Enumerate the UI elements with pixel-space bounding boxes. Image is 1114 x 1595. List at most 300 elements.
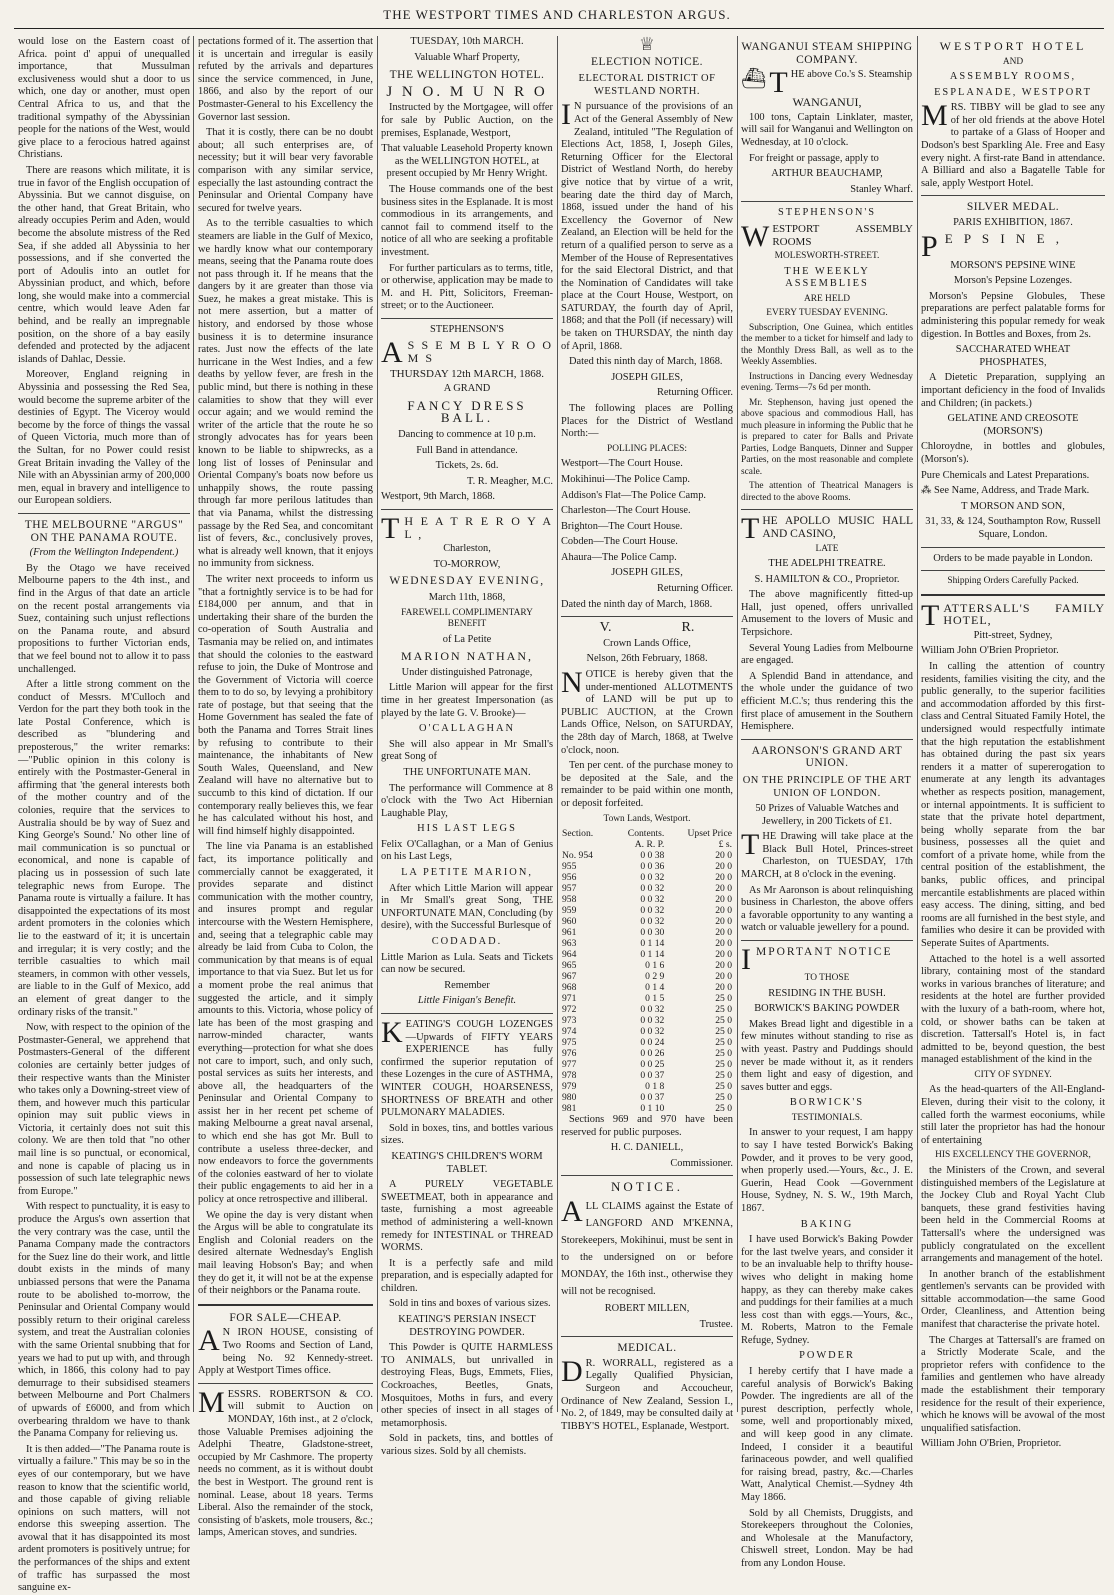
drop-cap: W (741, 219, 770, 253)
table-cell: 960 (562, 916, 577, 928)
drop-cap: T (741, 828, 760, 862)
ad-date: TUESDAY, 10th MARCH. (410, 36, 524, 47)
ad-body: Sold in packets, tins, and bottles of various sizes. Sold by all chemists. (381, 1433, 553, 1457)
article-paragraph: That it is costly, there can be no doubt about; all such enterprises are, of necessity; but it will bear very favorable comparison with any similar service, especially the last astounding contract the Peninsular and Oriental Company have secured for twelve years. (198, 127, 373, 214)
ad-body: As Mr Aaronson is about relinquishing business in Charleston, the above offers a favorable opportunity to any wanting a watch or valuable jewellery for a pound. (741, 884, 913, 934)
table-cell: 965 (562, 960, 577, 972)
table-cell: 964 (562, 949, 577, 961)
drop-cap: A (198, 1324, 220, 1358)
article-headline: THE MELBOURNE "ARGUS" ON THE PANAMA ROUTE. (24, 518, 184, 544)
ad-body: The following places are Polling Places for the District of Westland North:— (561, 403, 733, 440)
ad-body: Little Marion will appear for the first time in her greatest Impersonation (as played by the late G. V. Brooke)— (381, 682, 553, 719)
ad-signature: Commissioner. (670, 1157, 733, 1169)
drop-cap: T (741, 512, 760, 546)
ad-body: Chloroydne, in bottles and globules, (Morson's). (921, 441, 1105, 465)
ad-signature: William John O'Brien Proprietor. (921, 645, 1059, 657)
table-cell: 20 0 (715, 894, 732, 906)
ad-body: See Name, Address, and Trade Mark. (934, 485, 1090, 497)
ad-subhead: Crown Lands Office, (603, 637, 691, 649)
divider (921, 547, 1105, 548)
table-cell: 20 0 (715, 861, 732, 873)
ad-signature: ROBERT MILLEN, (604, 1303, 690, 1315)
ad-signature: T MORSON AND SON, (961, 500, 1065, 512)
table-header: Contents. (627, 828, 665, 840)
ad-subhead: SACCHARATED WHEAT PHOSPHATES, (955, 344, 1071, 368)
ad-subhead: ESPLANADE, WESTPORT (934, 86, 1092, 98)
ad-headline: NOTICE. (611, 1179, 683, 1195)
table-row (561, 1081, 733, 1092)
divider (381, 509, 553, 510)
ad-body: Makes Bread light and digestible in a few minutes without standing to rise as with yeast. Pastry and Puddings should never be made without it, as it renders them light and easy of digestion, and saves butter and eggs. (741, 1018, 913, 1093)
table-cell: 0 0 32 (640, 1004, 665, 1016)
ad-headline: MEDICAL. (617, 1342, 677, 1355)
ad-body: Remember (444, 979, 490, 991)
ad-subhead: KEATING'S PERSIAN INSECT DESTROYING POWDER. (398, 1314, 536, 1338)
polling-place: Charleston—The Court House. (561, 505, 691, 517)
table-cell: 20 0 (715, 971, 732, 983)
table-cell: 0 0 26 (640, 1048, 665, 1060)
table-cell: 25 0 (715, 1048, 732, 1060)
column-rule (377, 36, 378, 1412)
table-header: Upset Price (687, 828, 732, 840)
ad-body: 50 Prizes of Valuable Watches and Jewellery, in 200 Tickets of £1. (755, 803, 899, 827)
table-cell: 977 (562, 1059, 577, 1071)
steamship-icon: ⛴ (741, 68, 767, 91)
table-cell: 20 0 (715, 905, 732, 917)
ad-body: HE above Co.'s S. Steamship (790, 69, 913, 81)
article-paragraph: pectations formed of it. The assertion that it is uncertain and irregular is easily refuted by the arrivals and departures since the service commenced, in June, 1866, and also by the report of our Postmaster-General to his Excellency the Governor last session. (198, 36, 373, 123)
table-cell: 976 (562, 1048, 577, 1060)
ad-subhead: ON THE PRINCIPLE OF THE ART UNION OF LONDON. (742, 774, 912, 799)
table-cell: 968 (562, 982, 577, 994)
ad-headline: SILVER MEDAL. (966, 201, 1060, 214)
table-cell: 956 (562, 872, 577, 884)
table-cell: 25 0 (715, 1026, 732, 1038)
divider (921, 570, 1105, 571)
ad-headline: HE APOLLO MUSIC HALL AND CASINO, (762, 515, 913, 540)
table-row (561, 1059, 733, 1070)
table-row (561, 894, 733, 905)
table-cell: 959 (562, 905, 577, 917)
table-cell: 972 (562, 1004, 577, 1016)
table-cell: 0 1 14 (640, 949, 665, 961)
article-paragraph: Moreover, England reigning in Abyssinia and possessing the Red Sea, would become the supreme arbiter of the destinies of Egypt. The Viceroy would become by the force of things the vassal of Queen Victoria, much more than of the Sultan, for no Power could resist Great Britain invading the Valley of the Nile with an Abyssinian army of 200,000 men, equal in bravery and intelligence to our European soldiers. (18, 369, 190, 507)
ad-body: The above magnificently fitted-up Hall, just opened, offers unrivalled Amusement to the lovers of Music and Terpsichore. (741, 589, 913, 638)
ad-body: This Powder is QUITE HARMLESS TO ANIMALS, but unrivalled in destroying Fleas, Bugs, Emmets, Flies, Cockroaches, Beetles, Gnats, Mosquitoes, Moths in furs, and every other species of insect in all stages of metamorphosis. (381, 1342, 553, 1429)
drop-cap: T (921, 598, 941, 632)
ad-subhead: Town Lands, Westport. (603, 813, 691, 824)
ad-subhead: AND (1002, 56, 1024, 67)
drop-cap: T (769, 66, 788, 100)
table-cell: 0 0 37 (640, 1070, 665, 1082)
table-cell: 0 1 8 (645, 1081, 665, 1093)
drop-cap: K (381, 1016, 403, 1049)
table-cell: 980 (562, 1092, 577, 1104)
royal-crest-icon: ♕ (638, 34, 656, 54)
table-row (561, 938, 733, 949)
table-cell: 978 (562, 1070, 577, 1082)
ad-headline: ATTERSALL'S FAMILY HOTEL, (943, 600, 1105, 628)
ad-body: For further particulars as to terms, title, or otherwise, application may be made to M. and H. Pitt, Solicitors, Freeman-street; or to the Auctioneer. (381, 262, 553, 312)
table-cell: 975 (562, 1037, 577, 1049)
ad-headline: BORWICK'S BAKING POWDER (754, 1003, 900, 1015)
column-3 (381, 36, 553, 1457)
table-row (561, 1037, 733, 1048)
ad-subhead: KEATING'S CHILDREN'S WORM TABLET. (391, 1150, 543, 1175)
ad-subhead: FAREWELL COMPLIMENTARY BENEFIT (401, 607, 533, 630)
table-row (561, 971, 733, 982)
table-cell: 0 0 32 (640, 872, 665, 884)
ad-date: Westport, 9th March, 1868. (381, 491, 496, 503)
table-cell: 0 1 5 (645, 993, 665, 1005)
ad-headline: THE WEEKLY ASSEMBLIES (784, 265, 870, 290)
column-5 (741, 36, 913, 1569)
ad-body: Little Marion as Lula. Seats and Tickets can now be secured. (381, 951, 553, 976)
column-1 (18, 36, 190, 1594)
table-cell: 25 0 (715, 1081, 732, 1093)
table-cell: 25 0 (715, 1004, 732, 1016)
ad-body: Felix O'Callaghan, or a Man of Genius on his Last Legs, (381, 838, 553, 863)
table-row (561, 872, 733, 883)
table-cell: No. 954 (562, 850, 593, 862)
ad-subhead: WANGANUI, (792, 95, 862, 110)
ad-body: Under distinguished Patronage, (401, 666, 533, 678)
ad-body: Morson's Pepsine Lozenges. (953, 275, 1073, 287)
ad-signature: Returning Officer. (657, 583, 733, 595)
table-cell: 0 0 32 (640, 1026, 665, 1038)
ad-headline: FANCY DRESS BALL. (407, 397, 527, 426)
ad-body: The Charges at Tattersall's are framed on a Strictly Moderate Scale, and the proprietor refers with confidence to the families and gentlemen who have already made the establishment their temporary residence for the result of their experience, which he knows will be avowal of the most unqualified satisfaction. (921, 1334, 1105, 1434)
table-cell: 979 (562, 1081, 577, 1093)
ad-subhead: EVERY TUESDAY EVENING. (766, 308, 888, 319)
ad-headline: WEDNESDAY EVENING, (389, 575, 545, 588)
table-cell: 974 (562, 1026, 577, 1038)
ad-body: 31, 33, & 124, Southampton Row, Russell Square, London. (925, 516, 1101, 540)
divider (381, 1013, 553, 1014)
table-header (561, 839, 609, 850)
table-header: £ s. (718, 839, 732, 851)
ad-subhead: Valuable Wharf Property, (414, 51, 520, 63)
table-cell: 981 (562, 1103, 577, 1115)
drop-cap: A (381, 336, 405, 370)
ad-headline: MPORTANT NOTICE (756, 946, 893, 959)
table-row (561, 1048, 733, 1059)
ad-date: March 11th, 1868, (428, 591, 506, 603)
masthead-rule (14, 28, 1104, 29)
table-row (561, 1015, 733, 1026)
table-cell: 20 0 (715, 850, 732, 862)
ad-body: The performance will Commence at 8 o'clock with the Two Act Hibernian Laughable Play, (381, 782, 553, 819)
column-2 (198, 36, 373, 1539)
ad-body: ESSRS. ROBERTSON & CO. will submit to Auction on MONDAY, 16th inst., at 2 o'clock, those Valuable Premises adjoining the Adelphi Theatre, Gladstone-street, occupied by Mr Cashmore. The property needs no comment, as it is without doubt the best in Westport. The ground rent is nominal. Lease, about 18 years. Terms Liberal. Also the remainder of the stock, consisting of b'askets, mole trousers, &c.; lamps, American stoves, and sundries. (198, 1388, 373, 1539)
ad-body: A PURELY VEGETABLE SWEETMEAT, both in appearance and taste, furnishing a most agreeable method of administering a well-known remedy for INTESTINAL or THREAD WORMS. (381, 1179, 553, 1254)
ad-headline: AARONSON'S GRAND ART UNION. (751, 744, 903, 770)
polling-place: Brighton—The Court House. (561, 520, 683, 532)
article-paragraph: As to the terrible casualties to which steamers are liable in the Gulf of Mexico, we hardly know what our contemporary means, seeing that the Panama route does not pass through it. If he means that the dangers by it are greater than those via Suez, he makes a great mistake. This is not mere assertion, but a matter of history, and endorsed by those whose business it is to determine insurance rates. Just now the effects of the late hurricane in the West Indies, and a few deaths by yellow fever, are fresh in the public mind, but there is nothing in these calamities to show that they will ever occur again; and we would remind the writer of the article that the route he so strongly advocates has for years been known to be liable to shipwrecks, as a long list of losses of Peninsular and Oriental Company's boats now before us unhappily shows, the route passing through far more perilous latitudes than that via Panama, whilst the distressing passage by the Red Sea, and concomitant list of fevers, &c., conclusively proves, what is already well known, that it enjoys no immunity from sickness. (198, 218, 373, 570)
ad-body: I hereby certify that I have made a careful analysis of Borwick's Baking Powder. The ingredients are all of the purest description, perfectly whole, some, well and proportionably mixed, and will keep good in any climate. Indeed, I consider it a beautiful farinaceous powder, and well qualified for raising bread, pastry, &c.—Charles Watt, Analytical Chemist.—Sydney 4th May 1866. (741, 1366, 913, 1503)
ad-signature: JOSEPH GILES, (611, 371, 683, 383)
table-cell: 0 0 32 (640, 894, 665, 906)
divider (561, 616, 733, 617)
ad-body: Attached to the hotel is a well assorted library, containing most of the standard works in various branches of literature; and residents at the hotel are further provided with the luxury of a bath-room, where hot, cold, or shower baths can be taken at discretion. Tattersall's Hotel is, in fact admitted to be, beyond question, the best managed establishment of the kind in the (921, 953, 1105, 1066)
ad-body: That valuable Leasehold Property known as the WELLINGTON HOTEL, at present occupied by Mr Henry Wright. (381, 143, 553, 180)
ad-signature: T. R. Meagher, M.C. (467, 475, 553, 487)
ad-headline: H E A T R E R O Y A L , (404, 514, 553, 541)
table-cell: 25 0 (715, 1092, 732, 1104)
ad-body: Shipping Orders Carefully Packed. (947, 576, 1079, 587)
table-cell: 20 0 (715, 949, 732, 961)
ad-body: HE Drawing will take place at the Black Bull Hotel, Princes-street Charleston, on TUESDAY, 17th MARCH, at 8 o'clock in the evening. (741, 831, 913, 881)
divider (198, 1383, 373, 1384)
table-header: Section. (562, 828, 594, 840)
divider (741, 940, 913, 941)
divider (561, 1336, 733, 1337)
ad-body: Sold by all Chemists, Druggists, and Storekeepers throughout the Colonies, and Wholesale at the Manufactory, Chiswell street, London. May be had from any London House. (741, 1507, 913, 1569)
drop-cap: T (381, 512, 402, 545)
ad-subhead: THE ADELPHI TREATRE. (768, 558, 886, 569)
column-4 (561, 34, 733, 1432)
ad-subhead: ELECTORAL DISTRICT OF WESTLAND NORTH. (578, 73, 716, 97)
table-cell: 0 0 30 (640, 927, 665, 939)
drop-cap: A (561, 1195, 583, 1229)
table-row (561, 905, 733, 916)
ad-body: Ten per cent. of the purchase money to be deposited at the Sale, and the remainder to be paid within one month, or deposit forfeited. (561, 760, 733, 809)
table-cell: 20 0 (715, 927, 732, 939)
table-cell: 973 (562, 1015, 577, 1027)
table-cell: 0 1 14 (640, 938, 665, 950)
ad-signature: H. C. DANIELL, (610, 1142, 684, 1154)
table-cell: 0 0 36 (640, 861, 665, 873)
divider (741, 739, 913, 740)
table-cell: 957 (562, 883, 577, 895)
ad-headline: ESTPORT ASSEMBLY ROOMS (772, 222, 913, 248)
ad-subhead: POWDER (799, 1350, 855, 1362)
ad-body: Morson's Pepsine Globules, These preparations are perfect palatable forms for administering this popular remedy for weak digestion. In Bottles and Boxes, from 2s. (921, 290, 1105, 340)
ad-subhead: CODADAD. (431, 936, 503, 948)
ad-body: N pursuance of the provisions of an Act of the General Assembly of New Zealand, intituled "The Regulation of Elections Act, 1858, I, Joseph Giles, Returning Officer for the Electoral District of Westland North, do hereby give notice that by virtue of a writ, bearing date the third day of March, 1868, issued under the hand of his Excellency the Governor of New Zealand, an Election will be held for the return of a qualified person to serve as a Member of the House of Representatives for the said Electoral District, and that the Nomination of Candidates will take place at the Court House, Westport, on SATURDAY, the fourth day of April, 1868; and that the Poll (if necessary) will be taken on THURSDAY, the ninth day of April, 1868. (561, 101, 733, 352)
ad-body: OTICE is hereby given that the under-mentioned ALLOTMENTS of LAND will be put up to PUBLIC AUCTION, at the Crown Lands Office, Nelson, on SATURDAY, the 28th day of March, 1868, at Twelve o'clock, noon. (561, 669, 733, 756)
ad-subhead: A GRAND (443, 383, 491, 395)
ad-signature: ARTHUR BEAUCHAMP, (771, 168, 883, 180)
ad-body: Little Finigan's Benefit. (417, 995, 517, 1007)
auctioneer-name: J N O. M U N R O (386, 83, 548, 100)
ad-subhead: CITY OF SYDNEY. (974, 1069, 1052, 1080)
column-6 (921, 36, 1105, 1450)
table-cell: 0 0 25 (640, 1059, 665, 1071)
table-row (561, 1004, 733, 1015)
allotments-table (561, 828, 733, 1114)
ad-signature: William John O'Brien, Proprietor. (921, 1438, 1062, 1450)
table-cell: 0 0 32 (640, 1015, 665, 1027)
table-row (561, 949, 733, 960)
ad-subhead: ARE HELD (803, 293, 851, 304)
ad-signature: Trustee. (699, 1318, 733, 1330)
ad-headline: WESTPORT HOTEL (939, 39, 1087, 53)
ad-headline: V. R. (599, 620, 695, 636)
article-paragraph: would lose on the Eastern coast of Africa. point d' appui of unequalled importance, that Mussulman exclusiveness would shut a door to us which, one day or another, must open Central Africa to us, and that the traditional sympathy of the Abyssinian people for the nations of the West, would give place to a ferocious hatred against Christians. (18, 36, 190, 161)
divider (198, 1304, 373, 1306)
ad-subhead: BAKING (800, 1218, 854, 1230)
ad-body: Sold in boxes, tins, and bottles various sizes. (381, 1122, 553, 1147)
divider (381, 318, 553, 319)
ad-subhead: Pitt-street, Sydney, (973, 629, 1053, 641)
ad-body: Sections 969 and 970 have been reserved for public purposes. (561, 1114, 733, 1138)
ad-subhead: TO-MORROW, (433, 558, 501, 570)
ad-body: the Ministers of the Crown, and several distinguished members of the Legislature at the Jockey Club and Royal Yacht Club banquets, these grand festivities having been held in the Commercial Rooms at Tattersall's where the undersigned was publicly congratulated on the excellent arrangements and management of the hotel. (921, 1164, 1105, 1265)
table-cell: 20 0 (715, 883, 732, 895)
table-header: A. R. P. (634, 839, 665, 851)
article-paragraph: The line via Panama is an established fact, its importance politically and commercially cannot be exaggerated, it provides separate and distinct communication with the mother country, and insures prompt and regular intercourse with the Western Hemisphere, and, seeing that a telegraphic cable may already be laid from Cuba to Colon, the communication by that means is of equal importance to that via Suez. But let us for a moment probe the real animus that suggested the article, and it simply amounts to this. Victoria, whose policy of late has been of the most grasping and narrow-minded character, wants everything—protection for what she does not care to import, such, and only such, postal services as suits her interests, and above all, the headquarters of the Peninsular and Oriental Company to assist her in her recent pet scheme of making Melbourne a great naval arsenal, to which end she has got Mr. Bull to contribute a useless three-decker, and now endeavors to force the governments of the colonies eastward of her to violate their public engagements to aid her in a policy at once retrospective and illiberal. (198, 841, 373, 1206)
article-paragraph: The writer next proceeds to inform us "that a fortnightly service is to be had for £184,000 per annum, and that in undertaking their share of the burden the co-operation of South Australia and Tasmania may be relied on, and intimates that should the colonies to the eastward refuse to join, the Duke of Montrose and the Government of Victoria will coerce them to to do so, by levying a prohibitory rate of postage, but that seeing that the Home Government has sealed the fate of both the Panama and Torres Strait lines by refusing to contribute to their maintenance, the inhabitants of New South Wales, Queensland, and New Zealand will have no alternative but to succumb to this kind of dictation. If our contemporary really believes this, we fear he has calculated without his host, and will find himself highly disappointed. (198, 573, 373, 837)
table-row (561, 1026, 733, 1037)
table-cell: 20 0 (715, 960, 732, 972)
ad-subhead: LA PETITE MARION, (401, 867, 533, 879)
ad-subhead: STEPHENSON'S (429, 323, 505, 335)
ad-body: The attention of Theatrical Managers is directed to the above Rooms. (741, 481, 913, 503)
table-cell: 0 1 4 (645, 982, 665, 994)
article-paragraph: There are reasons which militate, it is true in favor of the English occupation of Abyssinia. But we cannot disguise, on the other hand, that Great Britain, who already occupies Perim and Aden, would become the absolute mistress of the Red Sea, if she added all Abyssinia to her possessions, and if she converted the port of Adoulis into an outlet for Abyssinian product, and which, before long, she would make into a commercial centre, which would leave Aden far behind, and be really an impregnable position, on the shore of a bay easily defended and protected by the adjacent islands of Dahlac, Dessie. (18, 164, 190, 365)
ad-body: Sold in tins and boxes of various sizes. (389, 1298, 551, 1310)
ad-body: LL CLAIMS against the Estate of LANGFORD AND M'KENNA, Storekeepers, Mokihinui, must be sent in to the undersigned on or before MONDAY, the 16th inst., otherwise they will not be recognised. (561, 1201, 733, 1298)
ad-body: Instructed by the Mortgagee, will offer for sale by Public Auction, on the premises, Esplanade, Westport, (381, 102, 553, 139)
article-source: (From the Wellington Independent.) (29, 547, 179, 559)
ad-body: 100 tons, Captain Linklater, master, will sail for Wanganui and Wellington on Wednesday, at 10 o'clock. (741, 111, 913, 148)
table-cell: 20 0 (715, 938, 732, 950)
ad-body: For freight or passage, apply to (749, 152, 879, 164)
ad-body: In calling the attention of country residents, families visiting the city, and the public generally, to the superior facilities and accommodation afforded by this first-class and Central Situated Family Hotel, the undersigned would respectfully intimate that the high reputation the establishment has obtained during the past six years renders it a matter of supererogation to enumerate at any length its advantages whether as respects position, management, or internal appointments. It is sufficient to state that the private hotel department, being wholly separate from the bar business, possesses all the quiet and comfort of a private home, while from the central position of the establishment, the banks, public offices, and principal mercantile establishments are placed within easy access. The dining, sitting, and bed rooms are all furnished in the best style, and families who desire it can be provided with Seperate Suites of Apartments. (921, 660, 1105, 950)
table-cell: 0 0 24 (640, 1037, 665, 1049)
drop-cap: M (921, 99, 948, 133)
ad-body: Subscription, One Guinea, which entitles the member to a ticket for himself and lady to the Monthly Dress Ball, as well as to the Weekly Assemblies. (741, 322, 913, 368)
polling-place: Ahaura—The Police Camp. (561, 551, 677, 563)
divider (921, 195, 1105, 196)
ad-headline: ELECTION NOTICE. (590, 55, 704, 68)
article-paragraph: With respect to punctuality, it is easy to produce the Argus's own assertion that the very contrary was the case, until the Panama Company made the contractors for the Suez line do their work, and little doubt exists in the minds of many unbiassed persons that were the Panama route to be abolished to-morrow, the Peninsular and Oriental Company would possibly return to their original careless system, and treat the Australian colonies with the same Oriental snubbing that for years we had to put up with, and through which, in 1866, this colony had to pay demurrage to their subsidised steamers between Melbourne and Port Chalmers of upwards of £6000, and from which overbearing thraldom we have to thank the Panama Company for relieving us. (18, 1201, 190, 1440)
ad-headline: S S E M B L Y R O O M S (407, 338, 553, 366)
ad-body: Pure Chemicals and Latest Preparations. (921, 469, 1090, 481)
ad-headline: WANGANUI STEAM SHIPPING COMPANY. (741, 41, 913, 66)
table-cell: 25 0 (715, 1037, 732, 1049)
ad-headline: THE WELLINGTON HOTEL. (389, 69, 545, 82)
ad-subhead: MORSON'S PEPSINE WINE (950, 259, 1076, 271)
table-cell: 0 2 9 (645, 971, 665, 983)
ad-body: She will also appear in Mr Small's great Song of (381, 738, 553, 763)
ad-body: Full Band in attendance. (416, 444, 518, 456)
table-cell: 0 0 32 (640, 916, 665, 928)
ad-body: The House commands one of the best business sites in the Esplanade. It is most commodious in its arrangements, and cannot fail to commend itself to the notice of all who are seeking a profitable investment. (381, 183, 553, 258)
table-row (561, 850, 733, 861)
table-cell: 25 0 (715, 1059, 732, 1071)
table-cell: 0 1 10 (640, 1103, 665, 1115)
ad-body: EATING'S COUGH LOZENGES —Upwards of FIFTY YEARS EXPERIENCE has fully confirmed the superior reputation of these Lozenges in the cure of ASTHMA, WINTER COUGH, HOARSENESS, SHORTNESS OF BREATH and other PULMONARY MALADIES. (381, 1019, 553, 1119)
ad-subhead: PARIS EXHIBITION, 1867. (953, 217, 1073, 229)
ad-date: Dated the ninth day of March, 1868. (561, 598, 713, 610)
ad-subhead: LATE (815, 543, 839, 554)
drop-cap: I (741, 943, 753, 977)
table-cell: 0 0 32 (640, 883, 665, 895)
ad-date: Nelson, 26th February, 1868. (586, 653, 708, 665)
ad-body: Mr. Stephenson, having just opened the above spacious and commodious Hall, has much pleasure in informing the Public that he is prepared to cater for Balls and Private Parties, Lodge Banquets, Dinner and Supper Parties, on the most reasonable and complete scale. (741, 397, 913, 477)
ad-subhead: STEPHENSON'S (777, 207, 877, 219)
table-row (561, 1103, 733, 1114)
table-cell: 20 0 (715, 916, 732, 928)
table-row (561, 1070, 733, 1081)
divider (921, 594, 1105, 596)
ad-body: I have used Borwick's Baking Powder for the last twelve years, and consider it to be an invaluable help to thrifty house-wives who delight in making home happy, as they can thereby make cakes and puddings for their families at a much less cost than with eggs.—Yours, &c., M. Roberts, Matron to the Female Refuge, Sydney. (741, 1234, 913, 1346)
ad-signature: Returning Officer. (657, 387, 733, 399)
ad-body: In answer to your request, I am happy to say I have tested Borwick's Baking Powder, and it proves to be very good, when properly used.—Yours, &c., J. E. Guerin, Head Cook —Government House, Sydney, N. S. W., 19th March, 1867. (741, 1127, 913, 1214)
table-cell: 25 0 (715, 1103, 732, 1115)
drop-cap: N (561, 666, 583, 700)
ad-subhead: O'CALLAGHAN (418, 723, 516, 735)
table-cell: 958 (562, 894, 577, 906)
masthead: THE WESTPORT TIMES AND CHARLESTON ARGUS. (383, 7, 731, 22)
table-cell: 963 (562, 938, 577, 950)
asterism-icon: ⁂ (921, 485, 934, 497)
table-cell: 0 0 38 (640, 850, 665, 862)
ad-signature: Stanley Wharf. (850, 183, 913, 195)
ad-body: RS. TIBBY will be glad to see any of her old friends at the above Hotel to partake of a Glass of Hooper and Dodson's best Sparkling Ale. Free and Easy every night. A first-rate Band in attendance. A Billiard and also a Bagatelle Table for sale, apply Westport Hotel. (921, 102, 1105, 189)
ad-body: Orders to be made payable in London. (933, 552, 1093, 564)
table-cell: 0 0 32 (640, 905, 665, 917)
column-rule (737, 36, 738, 1412)
ad-body: N IRON HOUSE, consisting of Two Rooms and Section of Land, being No. 92 Kennedy-street. Apply at Westport Times office. (198, 1327, 373, 1377)
ad-body: It is a perfectly safe and mild preparation, and is especially adapted for children. (381, 1257, 553, 1294)
table-cell: 967 (562, 971, 577, 983)
table-cell: 0 1 6 (645, 960, 665, 972)
table-row (561, 1092, 733, 1103)
ad-body: Tickets, 2s. 6d. (435, 460, 499, 472)
table-row (561, 993, 733, 1004)
ad-body: R. WORRALL, registered as a Legally Qualified Physician, Surgeon and Accoucheur, Ordinance of New Zealand, Session I., No. 2, of 1849, may be consulted daily at TIBBY'S HOTEL, Esplanade, Westport. (561, 1357, 733, 1432)
table-cell: 955 (562, 861, 577, 873)
ad-body: Dancing to commence at 10 p.m. (398, 429, 536, 441)
ad-subhead: HIS LAST LEGS (417, 823, 517, 835)
ad-subhead: ASSEMBLY ROOMS, (949, 71, 1077, 83)
table-cell: 25 0 (715, 1070, 732, 1082)
table-row (561, 927, 733, 938)
table-cell: 20 0 (715, 982, 732, 994)
ad-body: After which Little Marion will appear in Mr Small's great Song, THE UNFORTUNATE MAN, Concluding (by desire), with the Successful Burlesque of (381, 882, 553, 932)
ad-subhead: TESTIMONIALS. (791, 1112, 863, 1123)
ad-body: A Dietetic Preparation, supplying an important deficiency in the food of Invalids and Children; (in packets.) (921, 372, 1105, 409)
ad-headline: E P S I N E , (944, 230, 1064, 246)
ad-subhead: MOLESWORTH-STREET. (774, 251, 880, 262)
article-paragraph: Now, with respect to the opinion of the Postmaster-General, we apprehend that Postmasters-General of the different colonies are certainly better judges of their respective wants than the Minister who takes only a Downing-street view of them, and however much this particular opinion may suit public views in Victoria, it certainly does not suit this colony. We are then told that "no other mail line is so punctual, or economical, and none is capable of placing us in possession of such late telegraphic news from Europe." (18, 1022, 190, 1197)
polling-place: Westport—The Court House. (561, 458, 683, 470)
drop-cap: M (198, 1385, 225, 1419)
ad-subhead: BORWICK'S (789, 1097, 865, 1109)
table-row (561, 960, 733, 971)
divider (18, 513, 190, 514)
ad-body: Instructions in Dancing every Wednesday evening. Terms—7s 6d per month. (741, 371, 913, 394)
polling-place: Addison's Flat—The Police Camp. (561, 489, 707, 501)
ad-subhead: THE UNFORTUNATE MAN. (403, 766, 531, 778)
ad-date: THURSDAY 12th MARCH, 1868. (389, 367, 545, 380)
table-cell: 0 0 37 (640, 1092, 665, 1104)
table-cell: 961 (562, 927, 577, 939)
ad-body: of La Petite (442, 633, 492, 645)
article-paragraph: After a little strong comment on the conduct of Messrs. M'Culloch and Verdon for the part they both took in the late Postal Conference, which is described as "blundering and preposterous," the writer remarks:—"Public opinion in this colony is entirely with the Postmaster-General in affirming that 'the general interests both of the mother country and of the colonies, require that the services to Australia should be by way of Suez and King George's Sound.' No other line of mail communication is so punctual or economical, and none is capable of placing us in possession of such late telegraphic news from Europe. The Panama route is virtually a failure. It has disappointed the expectations of its most ardent promoters in the colonies which lie to the eastward of it; it is uncertain and irregular; it is very costly; and the terrible casualties to which mail steamers, in common with other vessels, are liable to in the Gulf of Mexico, add an element of great danger to the ordinary risks of the transit." (18, 679, 190, 1018)
ad-subhead: RESIDING IN THE BUSH. (768, 987, 886, 999)
ad-body: Several Young Ladies from Melbourne are engaged. (741, 642, 913, 667)
column-rule (557, 36, 558, 1412)
table-row (561, 861, 733, 872)
divider (741, 201, 913, 202)
table-row (561, 883, 733, 894)
divider (741, 509, 913, 510)
table-cell: 971 (562, 993, 577, 1005)
